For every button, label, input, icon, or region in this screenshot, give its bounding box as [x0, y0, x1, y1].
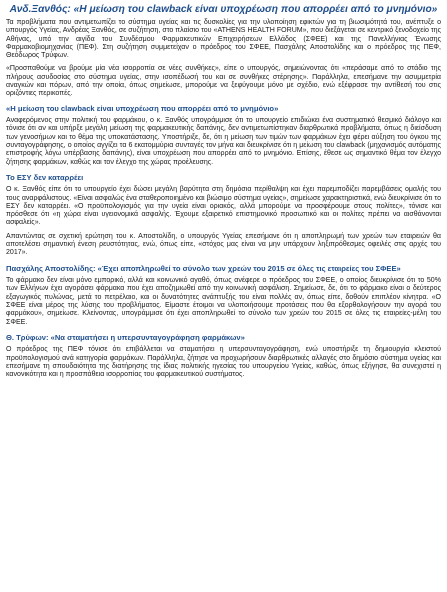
section-paragraph: Ο πρόεδρος της ΠΕΦ τόνισε ότι επιβάλλεται να σταματήσει η υπερσυνταγογράφηση, ενώ υποστήριξε τη δημιουργία κλειστού προϋπολογισμού ανά κατηγορία φαρμάκων. Παράλληλα, ζήτησε να προχωρήσουν διαρθρωτικές αλλαγές στο δημόσιο σύστημα υγείας και επεσήμανε τη σπουδαιότητα της διατήρησης της ίδιας πολιτικής ηγεσίας του υπουργείου Υγείας, καθώς, όπως εξήγησε, θα συνεχιστεί η κανονικότητα και η προσπάθεια ισορροπίας του φαρμακευτικού συστήματος.: [6, 346, 441, 379]
intro-paragraph: Τα προβλήματα που αντιμετωπίζει το σύστημα υγείας και τις δυσκολίες για την υλοποίηση εφικτών για τη βιωσιμότητά του, ανέπτυξε ο υπουργός Υγείας, Ανδρέας Ξανθός, σε συζήτηση, στο πλαίσιο του «ATHENS HEALTH FORUM», που διεξάγεται σε κεντρικό ξενοδοχείο της Αθήνας, υπό την αιγίδα του Συνδέσμου Φαρμακευτικών Επιχειρήσεων Ελλάδος (ΣΦΕΕ) και της Πανελλήνιας Ένωσης Φαρμακοβιομηχανίας (ΠΕΦ). Στη συζήτηση συμμετείχαν ο πρόεδρος του ΣΦΕΕ, Πασχάλης Αποστολίδης και ο πρόεδρος της ΠΕΦ, Θεόδωρος Τρύφων.: [6, 19, 441, 60]
section-paragraph: Το φάρμακο δεν είναι μόνο εμπορικό, αλλά και κοινωνικό αγαθό, όπως ανέφερε ο πρόεδρος του ΣΦΕΕ, ο οποίος διευκρίνισε ότι το 50% των Ελλήνων έχει αγοράσει φάρμακα που έχει αποζημιωθεί από την κοινωνική ασφάλιση. Σημείωσε, δε, ότι το φάρμακο είναι ο δεύτερος εξαγωγικός πυλώνας, μετά το πετρέλαιο, και οι δυνατότητες ανάπτυξής του είναι πολλές αν, όπως είπε, δοθούν επιπλέον κίνητρα. «Ο ΣΦΕΕ είναι μέρος της λύσης του προβλήματος. Είμαστε έτοιμοι να υλοποιήσουμε προτάσεις που θα εξορθολογήσουν την αγορά του φαρμάκου», σημείωσε. Κλείνοντας, υπογράμμισε ότι έχει αποπληρωθεί το σύνολο των χρεών του 2015 σε όλες τις εταιρείες-μέλη του ΣΦΕΕ.: [6, 277, 441, 326]
section-heading-esy: Το ΕΣΥ δεν καταρρέει: [6, 172, 84, 182]
article-title: Ανδ.Ξανθός: «Η μείωση του clawback είναι υποχρέωση που απορρέει από το μνημόνιο»: [9, 4, 438, 15]
section-paragraph: Απαντώντας σε σχετική ερώτηση του κ. Αποστολίδη, ο υπουργός Υγείας επεσήμανε ότι η αποπληρωμή των χρεών των εταιρειών θα αποτελέσει σημαντική ένεση ρευστότητας, ενώ, όπως είπε, «στόχος μας είναι να μην υπάρχουν ληξιπρόθεσμες οφειλές στις αρχές του 2017».: [6, 232, 441, 257]
quote-paragraph: «Προσπαθούμε να βρούμε μία νέα ισορροπία σε νέες συνθήκες», είπε ο υπουργός, σημειώνοντας ότι «περάσαμε από το στάδιο της πλήρους ασυδοσίας στο σύστημα υγείας, στην ισοπέδωσή του και σε συνθήκες στέρησης». Παράλληλα, επεσήμανε την ασυμμετρία αναγκών και πόρων, από την οποία, όπως σημείωσε, μπορούμε να ξεφύγουμε μόνο με σχέδιο, ενώ εξέφρασε την αντίθεσή του στις οριζόντιες περικοπές.: [6, 65, 441, 98]
section-paragraph: Ο κ. Ξανθός είπε ότι το υπουργείο έχει δώσει μεγάλη βαρύτητα στη δημόσια περίθαλψη και έχει παρεμποδίζει παρεμβάσεις ομαλής του τους αναρφάλιστους. «Είναι ασφαλώς ένα σταθεροποιημένο και βιώσιμο σύστημα υγείας», σημείωσε χαρακτηριστικά, ενώ διευκρίνισε ότι το ΕΣΥ δεν καταρρέει. «Ο προϋπολογισμός για την υγεία είναι οριακός, αλλά μπορούμε να προσφέρουμε στους πολίτες», τόνισε και πρόσθεσε ότι «η χώρα είναι υγειονομικά ασφαλής. Έχουμε εξαιρετικό επιστημονικό προσωπικό και οι πολίτες πρέπει να αισθάνονται ασφαλείς».: [6, 186, 441, 227]
section-heading-tryfon: Θ. Τρύφων: «Να σταματήσει η υπερσυνταγογράφηση φαρμάκων»: [6, 332, 245, 342]
section-heading-clawback: «Η μείωση του clawback είναι υποχρέωση που απορρέει από το μνημόνιο»: [6, 103, 279, 113]
section-paragraph: Αναφερόμενος στην πολιτική του φαρμάκου, ο κ. Ξανθός υπογράμμισε ότι το υπουργείο επιδιώκει ένα συστηματικό θεσμικό διάλογο και τόνισε ότι αν και υπήρξε μεγάλη μείωση της φαρμακευτικής δαπάνης, δεν αντιμετωπίστηκαν διαρθρωτικά προβλήματα, όπως η διείσδυση των γενοσήμων και το θέμα της υποκατάστασης. Υποστήριξε, δε, ότι η μείωση των τιμών των φαρμάκων έχει φέρει αύξηση του όγκου της συνταγογράφησης, ο οποίος αγγίζει τα 6 εκατομμύρια συνταγές τον μήνα και διευκρίνισε ότι η μείωση του clawback (μηχανισμός αυτόματης επιστροφής λόγω υπέρβασης δαπάνης), είναι υποχρέωση που απορρέει από το μνημόνιο. Επίσης, έθεσε ως σημαντικό θέμα τον έλεγχο ζήτησης φαρμάκων, καθώς και τον έλεγχο της χώρας προέλευσης.: [6, 117, 441, 166]
section-heading-apostolidis: Πασχάλης Αποστολίδης: «Έχει αποπληρωθεί το σύνολο των χρεών του 2015 σε όλες τις εταιρείες του ΣΦΕΕ»: [6, 263, 401, 273]
